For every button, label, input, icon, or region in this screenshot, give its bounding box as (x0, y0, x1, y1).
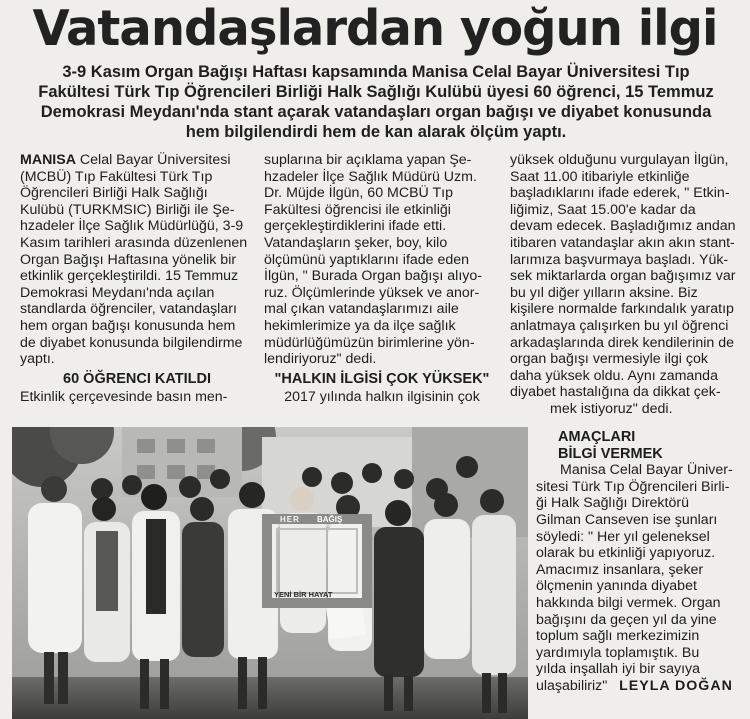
body-line: hzadeler İlçe Sağlık Müdürlüğü, 3-9 (20, 218, 244, 235)
body-line: Organ Bağışı Haftasına yönelik bir (20, 251, 237, 268)
body-line: standlarda öğrenciler, vatandaşları (20, 301, 237, 318)
dateline: MANISA (20, 152, 76, 168)
body-line: Etkinlik çerçevesinde basın men- (20, 389, 228, 406)
section-subheading: "HALKIN İLGİSİ ÇOK YÜKSEK" (274, 370, 490, 387)
article-column-1: MANISA Celal Bayar Üniversitesi (MCBÜ) Tıp Fakültesi Türk Tıp Öğrencileri Birliği Halk Sağlığı Kulübü (TURKMSIC) Birliği ile Şe- hzadeler İlçe Sağlık Müdürlüğü, 3-9 Kasım tarihleri arasında düzenlenen Organ Bağışı Haftasına yönelik bir etkinlik gerçekleştirildi. 15 Temmuz Demokrasi Meydanı'nda açılan standlarda öğrenciler, vatandaşları hem organ bağışı konusunda hem de diyabet konusunda bilgilendirme yaptı. 60 ÖĞRENCI KATILDI Etkinlik çerçevesinde basın men- (20, 152, 254, 406)
body-line: lendiriyoruz" dedi. (264, 351, 377, 368)
body-line: arkadaşlarında direk kendilerinin de (510, 334, 734, 351)
article-column-3 (510, 152, 742, 418)
section-subheading: 60 ÖĞRENCI KATILDI (63, 370, 211, 387)
body-line: yardımıyla toplamıştık. Bu (536, 644, 700, 661)
body-line: başladıklarını ifade ederek, " Etkin- (510, 185, 730, 202)
body-line: ölçümünü yaptıklarını ifade eden (264, 251, 470, 268)
sign-text-bottom: YENİ BİR HAYAT (274, 590, 333, 599)
body-line: yüksek olduğunu vurgulayan İlgün, (510, 152, 729, 168)
body-line: Saat 11.00 itibariyle etkinliğe (510, 168, 690, 185)
group-photo (12, 427, 528, 719)
body-line: Kasım tarihleri arasında düzenlenen (20, 234, 248, 251)
byline: LEYLA DOĞAN (619, 677, 733, 694)
subheadline: 3-9 Kasım Organ Bağışı Haftası kapsamında Manisa Celal Bayar Üniversitesi Tıp Fakültesi Türk Tıp Öğrencileri Birliği Halk Sağlığı Kulübü üyesi 60 öğrenci, 15 Temmuz Demokrasi Meydanı'nda stant açarak vatandaşları organ bağışı ve diyabet konusunda hem bilgilendirdi hem de kan alarak ölçüm yaptı. (38, 63, 714, 141)
body-line: hekimlerimize ya da ilçe sağlık (264, 317, 456, 334)
body-line: etkinlik gerçekleştirildi. 15 Temmuz (20, 268, 239, 285)
body-line: de diyabet konusunda bilgilendirme (20, 334, 243, 351)
body-line: devam edecek. Başladığımız andan (510, 218, 736, 235)
body-line: bağışını da geçen yıl da yine (536, 611, 717, 628)
body-line: suplarına bir açıklama yapan Şe- (264, 152, 472, 168)
body-line: İlgün, " Burada Organ bağışı alıyo- (264, 268, 482, 285)
section-subheading: AMAÇLARI (558, 429, 636, 445)
body-line: larımıza başvurmaya başladı. Yük- (510, 251, 729, 268)
body-line: Demokrasi Meydanı'nda açılan (20, 284, 215, 301)
body-line: mek istiyoruz" dedi. (550, 400, 673, 417)
body-line: bu yıl diğer yılların aksine. Biz (510, 284, 698, 301)
body-line: (MCBÜ) Tıp Fakültesi Türk Tıp (20, 168, 213, 185)
body-line: müdürlüğümüzün birimlerine yön- (264, 334, 475, 351)
body-line: 2017 yılında halkın ilgisinin çok (284, 389, 480, 406)
section-subheading: BİLGİ VERMEK (558, 445, 663, 462)
body-line: liğimiz, Saat 15.00'e kadar da (510, 201, 696, 218)
body-line: Kulübü (TURKMSIC) Birliği ile Şe- (20, 201, 235, 218)
body-line: daha yüksek oldu. Aynı zamanda (510, 367, 718, 384)
body-line: sitesi Türk Tıp Öğrencileri Birli- (536, 478, 730, 495)
body-line: kişilere normalde farkındalık yaratıp (510, 301, 734, 318)
body-line: diyabet hastalığına da dikkat çek- (510, 384, 721, 401)
sign-text-top: HER (280, 515, 300, 524)
sign-text-middle: BAĞIŞ (317, 515, 343, 524)
body-line: Gilman Canseven ise şunları (536, 511, 718, 528)
body-line: Öğrencileri Birliği Halk Sağlığı (20, 185, 208, 202)
body-line: hakkında bilgi vermek. Organ (536, 594, 721, 611)
body-line: Vatandaşların şeker, boy, kilo (264, 234, 448, 251)
body-line: ulaşabiliriz" LEYLA DOĞAN (536, 677, 733, 694)
body-line: mal çıkan vatandaşlarımızı aile (264, 301, 459, 318)
body-line: sek miktarlarda organ bağışımız var (510, 268, 736, 285)
body-line: Fakültesi öğrencisi ile etkinliği (264, 201, 451, 218)
article-column-3-bottom (536, 429, 744, 695)
body-line: toplum sağlı merkezimizin (536, 628, 700, 645)
body-line: ği Halk Sağlığı Direktörü (536, 495, 689, 512)
photo-illustration (12, 427, 528, 719)
body-line: Amacımız insanlara, şeker (536, 561, 704, 578)
headline: Vatandaşlardan yoğun ilgi (32, 0, 718, 57)
body-line: itibaren vatandaşlar akın akın stant- (510, 234, 735, 251)
body-line: olarak bu etkinliği yapıyoruz. (536, 545, 716, 562)
body-line: organ bağışı vermesiyle ilgi çok (510, 351, 708, 368)
body-line: ruz. Ölçümlerinde yüksek ve anor- (264, 284, 480, 301)
body-line: hem organ bağışı konusunda hem (20, 317, 236, 334)
article-column-2 (264, 152, 500, 406)
body-line: Manisa Celal Bayar Üniver- (560, 462, 733, 479)
body-line: ölçmenin yanında diyabet (536, 578, 697, 595)
body-line: yaptı. (20, 351, 55, 368)
body-line: yılda inşallah iyi bir sayıya (536, 661, 701, 678)
body-line: hzadeler İlçe Sağlık Müdürü Uzm. (264, 168, 477, 185)
body-line: anlatmaya çalışırken bu yıl öğrenci (510, 317, 729, 334)
body-line: Dr. Müjde İlgün, 60 MCBÜ Tıp (264, 185, 453, 202)
body-line: söyledi: " Her yıl geleneksel (536, 528, 710, 545)
body-line: gerçekleştirdiklerini ifade etti. (264, 218, 447, 235)
